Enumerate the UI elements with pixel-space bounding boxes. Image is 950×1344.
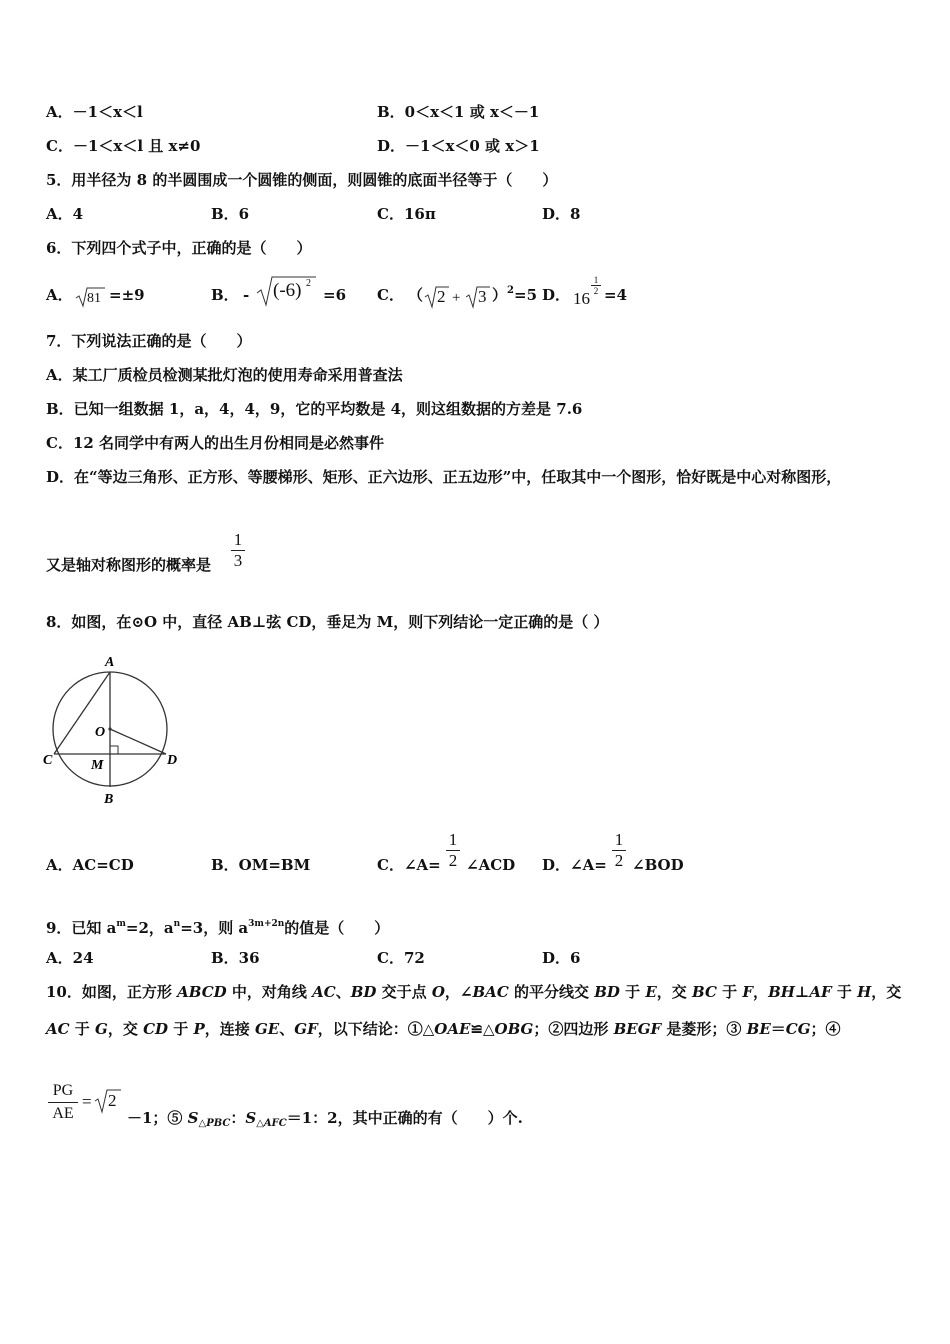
q10-l2-segment: 于 xyxy=(168,1020,194,1038)
q10-l1-segment: ，交 xyxy=(871,983,902,1001)
q10-l2-segment: CG xyxy=(785,1020,811,1038)
q6-c-plus: + xyxy=(452,290,461,306)
q10-l1-segment: ⊥ xyxy=(794,983,810,1001)
q6-a-label: A． xyxy=(46,286,73,304)
q7-option-b: B．已知一组数据 1，a，4，4，9，它的平均数是 4，则这组数据的方差是 7.6 xyxy=(46,400,583,418)
q10-s1-sub: △PBC xyxy=(198,1118,231,1129)
q8-circle-figure xyxy=(40,650,190,810)
q8-d-den: 2 xyxy=(612,850,626,871)
right-angle-mark xyxy=(110,746,118,754)
q10-l1-segment: 中，对角线 xyxy=(226,983,313,1001)
q7-frac-num: 1 xyxy=(233,530,243,549)
q10-l2-segment: ≌△ xyxy=(470,1020,495,1038)
q4-option-d: D．－1＜x＜0 或 x＞1 xyxy=(377,137,540,155)
q10-frac-den: AE xyxy=(48,1102,78,1125)
center-dot xyxy=(108,727,111,730)
q9-stem xyxy=(46,914,389,938)
q10-fraction xyxy=(48,1080,78,1125)
q6-c-close-paren: ） xyxy=(492,286,508,304)
q8-c-fraction xyxy=(446,830,460,871)
q10-l1-segment: F xyxy=(742,983,754,1001)
q10-l1-segment: 于 xyxy=(619,983,646,1001)
q6-d-exponent-fraction xyxy=(591,275,601,296)
q6-b-radicand: (-6) xyxy=(273,280,302,301)
fig-label-d: D xyxy=(167,753,178,768)
q10-equals: = xyxy=(82,1092,92,1111)
q6-d-exp-num: 1 xyxy=(593,275,599,285)
q10-l1-segment: 10．如图，正方形 xyxy=(46,983,178,1001)
fig-label-a: A xyxy=(105,655,115,670)
fig-label-b: B xyxy=(104,792,114,807)
q10-l1-segment: BC xyxy=(692,983,717,1001)
q6-c-label: C． xyxy=(377,286,404,304)
q10-l1-segment: 、 xyxy=(335,983,351,1001)
q10-frac-num: PG xyxy=(52,1082,74,1099)
q6-a-value: =±9 xyxy=(109,286,145,304)
fig-label-c: C xyxy=(43,753,53,768)
q10-l2-segment: ，交 xyxy=(107,1020,144,1038)
q10-colon: ： xyxy=(230,1109,246,1127)
q10-stem-line-2 xyxy=(46,1019,841,1039)
q10-l1-segment: 的平分线交 xyxy=(508,983,595,1001)
q8-option-b: B．OM=BM xyxy=(211,856,311,874)
q7-frac-den: 3 xyxy=(231,550,245,571)
q10-l1-segment: 交于点 xyxy=(376,983,432,1001)
segment-ac xyxy=(54,672,110,754)
q10-l1-segment: ，∠ xyxy=(444,983,473,1001)
q7-fraction xyxy=(231,530,245,571)
q10-tail-1: －1；⑤ xyxy=(127,1109,188,1127)
q7-stem: 7．下列说法正确的是（ ） xyxy=(46,332,252,350)
q10-l2-segment: P xyxy=(193,1020,205,1038)
q10-l1-segment: H xyxy=(857,983,872,1001)
q10-s2-sub: △AFC xyxy=(256,1118,287,1129)
q10-l2-segment: 于 xyxy=(69,1020,96,1038)
q6-stem: 6．下列四个式子中，正确的是（ ） xyxy=(46,239,312,257)
q10-l2-segment: AC xyxy=(46,1020,70,1038)
q10-l2-segment: ，连接 xyxy=(204,1020,255,1038)
q9-option-c: C．72 xyxy=(377,949,425,967)
q4-option-b: B．0＜x＜1 或 x＜－1 xyxy=(377,103,540,121)
q10-l2-segment: GF xyxy=(294,1020,318,1038)
q10-l1-segment: AF xyxy=(809,983,832,1001)
q9-stem-mid1: =2，a xyxy=(125,919,174,937)
q9-sup-exp: 3m+2n xyxy=(248,919,285,929)
q10-l2-segment: ；②四边形 xyxy=(533,1020,614,1038)
q10-tail-2: ＝1：2，其中正确的有（ ）个. xyxy=(286,1109,523,1127)
q6-b-exponent: 2 xyxy=(306,278,311,289)
q10-l2-segment: ，以下结论：①△ xyxy=(317,1020,435,1038)
q7-option-c: C．12 名同学中有两人的出生月份相同是必然事件 xyxy=(46,434,385,452)
fig-label-o: O xyxy=(95,725,106,740)
q8-c-label: C．∠A= xyxy=(377,856,441,874)
q6-d-base: 16 xyxy=(573,289,590,308)
q10-l2-segment: GE xyxy=(255,1020,280,1038)
q10-l2-segment: ；④ xyxy=(810,1020,841,1038)
fig-label-m: M xyxy=(91,758,104,773)
q10-l1-segment: O xyxy=(431,983,445,1001)
q5-stem: 5．用半径为 8 的半圆围成一个圆锥的侧面，则圆锥的底面半径等于（ ） xyxy=(46,171,558,189)
q6-c-radicand-1: 2 xyxy=(437,287,446,306)
q6-c-radicand-2: 3 xyxy=(478,287,487,306)
q8-d-label: D．∠A= xyxy=(542,856,607,874)
q10-l2-segment: OAE xyxy=(434,1020,471,1038)
q10-l1-segment: BD xyxy=(350,983,377,1001)
q10-l2-segment: CD xyxy=(143,1020,169,1038)
q9-option-d: D．6 xyxy=(542,949,581,967)
q10-s1: S xyxy=(187,1109,199,1127)
q9-stem-mid2: =3，则 a xyxy=(180,919,249,937)
q5-option-d: D．8 xyxy=(542,205,581,223)
q10-l1-segment: E xyxy=(645,983,657,1001)
q7-option-d: D．在“等边三角形、正方形、等腰梯形、矩形、正六边形、正五边形”中，任取其中一个图形，恰好既是中心对称图形， xyxy=(46,468,842,486)
q10-l2-segment: BEGF xyxy=(613,1020,662,1038)
q10-l1-segment: BAC xyxy=(472,983,509,1001)
q5-option-b: B．6 xyxy=(211,205,250,223)
q10-tail xyxy=(127,1108,523,1134)
q10-l1-segment: 于 xyxy=(831,983,858,1001)
q10-l1-segment: 于 xyxy=(716,983,743,1001)
q10-l1-segment: ， xyxy=(753,983,769,1001)
q9-sup-m: m xyxy=(116,919,126,929)
q10-l1-segment: ，交 xyxy=(656,983,693,1001)
q10-l2-segment: G xyxy=(95,1020,108,1038)
q9-option-a: A．24 xyxy=(46,949,94,967)
q8-c-tail: ∠ACD xyxy=(466,856,516,874)
q6-d-exp-den: 2 xyxy=(591,285,601,296)
q8-d-fraction xyxy=(612,830,626,871)
q9-option-b: B．36 xyxy=(211,949,260,967)
q10-s2: S xyxy=(245,1109,257,1127)
q8-d-num: 1 xyxy=(614,830,624,849)
q10-l1-segment: ABCD xyxy=(177,983,227,1001)
q10-l1-segment: BD xyxy=(594,983,620,1001)
q7-option-d-cont: 又是轴对称图形的概率是 xyxy=(46,556,212,574)
q10-l2-segment: ＝ xyxy=(770,1020,786,1038)
q8-c-den: 2 xyxy=(446,850,460,871)
q7-option-a: A．某工厂质检员检测某批灯泡的使用寿命采用普查法 xyxy=(46,366,403,384)
q8-c-num: 1 xyxy=(448,830,458,849)
q4-option-c: C．－1＜x＜l 且 x≠0 xyxy=(46,137,201,155)
q8-option-a: A．AC=CD xyxy=(46,856,134,874)
q9-sup-n: n xyxy=(173,919,181,929)
q10-l1-segment: AC xyxy=(312,983,336,1001)
q6-c-exponent: 2 xyxy=(507,285,514,296)
q9-stem-pre: 9．已知 a xyxy=(46,919,117,937)
q10-l1-segment: BH xyxy=(768,983,795,1001)
q6-c-value: =5 xyxy=(514,286,538,304)
q8-stem: 8．如图，在⊙O 中，直径 AB⊥弦 CD，垂足为 M，则下列结论一定正确的是（ ） xyxy=(46,613,609,631)
q10-l2-segment: 是菱形；③ xyxy=(661,1020,747,1038)
q10-radicand: 2 xyxy=(108,1091,117,1110)
q10-stem-line-1 xyxy=(46,982,901,1002)
q6-d-value: =4 xyxy=(604,286,628,304)
q6-b-label: B． xyxy=(211,286,239,304)
q6-d-label: D． xyxy=(542,286,571,304)
q6-b-value: =6 xyxy=(323,286,347,304)
q6-b-minus: - xyxy=(243,286,250,304)
q9-stem-tail: 的值是（ ） xyxy=(284,919,390,937)
q10-l2-segment: OBG xyxy=(494,1020,534,1038)
q4-option-a: A．－1＜x＜l xyxy=(46,103,143,121)
q8-d-tail: ∠BOD xyxy=(632,856,684,874)
q10-l2-segment: 、 xyxy=(279,1020,295,1038)
q5-option-a: A．4 xyxy=(46,205,84,223)
q10-l2-segment: BE xyxy=(746,1020,771,1038)
q5-option-c: C．16π xyxy=(377,205,436,223)
q6-c-open-paren: （ xyxy=(408,286,424,304)
q6-a-radicand: 81 xyxy=(87,291,101,306)
